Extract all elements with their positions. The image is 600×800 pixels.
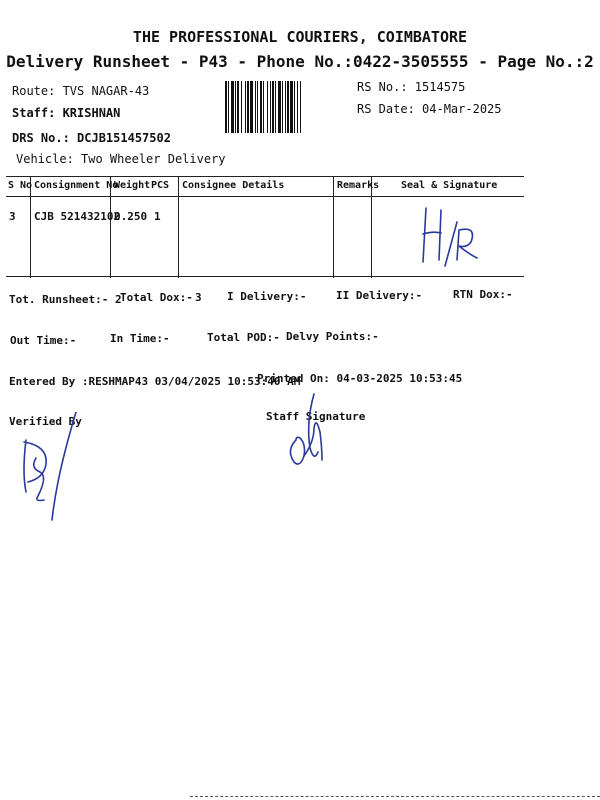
delivery-points: Delvy Points:- [286, 330, 379, 343]
entered-by: Entered By :RESHMAP43 03/04/2025 10:53:40 AM [9, 375, 301, 388]
row-weight: 0.250 [114, 210, 148, 223]
i-delivery: I Delivery:- [227, 290, 307, 303]
header-seal: Seal & Signature [401, 180, 498, 191]
printed-on: Printed On: 04-03-2025 10:53:45 [257, 372, 463, 385]
total-pod: Total POD:- [207, 331, 280, 344]
barcode [225, 81, 353, 133]
seal-signature-mark [411, 200, 491, 270]
header-sno: S No [8, 180, 33, 191]
rs-date: RS Date: 04-Mar-2025 [357, 102, 502, 116]
total-dox-label: Total Dox:- [120, 291, 193, 304]
tot-runsheet: Tot. Runsheet:- 2 [9, 293, 122, 306]
runsheet-subtitle: Delivery Runsheet - P43 - Phone No.:0422-3505555 - Page No.:2 [6, 52, 594, 71]
header-weight: Weight [114, 180, 151, 191]
staff-label: Staff: KRISHNAN [12, 106, 121, 120]
total-dox-value: 3 [195, 291, 202, 304]
row-consignment: CJB 521432102 [34, 210, 121, 223]
row-pcs: 1 [154, 210, 161, 223]
route-label: Route: TVS NAGAR-43 [12, 84, 150, 98]
out-time: Out Time:- [10, 334, 77, 347]
in-time: In Time:- [110, 332, 170, 345]
ii-delivery: II Delivery:- [336, 289, 423, 302]
vehicle-label: Vehicle: Two Wheeler Delivery [16, 152, 226, 166]
header-consignment: Consignment No [34, 180, 119, 191]
consignment-table [6, 172, 524, 278]
staff-signature-mark [284, 392, 344, 472]
row-sno: 3 [9, 210, 16, 223]
header-consignee: Consignee Details [182, 180, 285, 191]
rs-number: RS No.: 1514575 [357, 80, 466, 94]
header-pcs: PCS [151, 180, 170, 191]
staff-signature-label: Staff Signature [266, 410, 366, 423]
verifier-signature [14, 412, 84, 522]
page-footer-rule [190, 796, 600, 797]
header-remarks: Remarks [337, 180, 380, 191]
barcode-bar [301, 81, 302, 133]
company-title: THE PROFESSIONAL COURIERS, COIMBATORE [132, 28, 468, 46]
drs-number: DRS No.: DCJB151457502 [12, 131, 171, 145]
verified-by-label: Verified By [9, 415, 82, 428]
rtn-dox: RTN Dox:- [453, 288, 513, 301]
